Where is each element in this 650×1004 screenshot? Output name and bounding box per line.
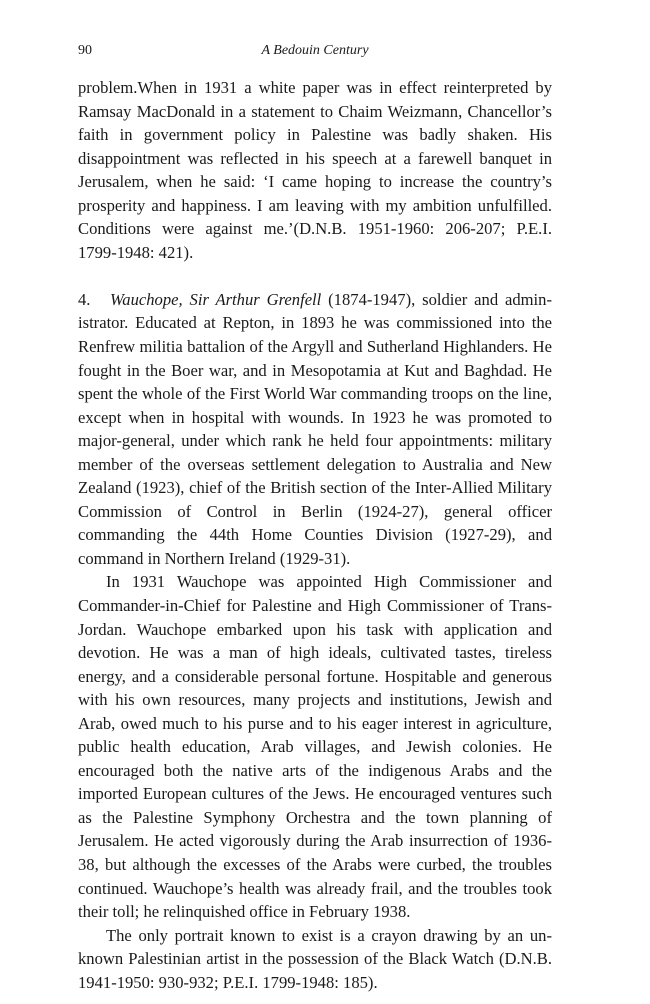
page-number: 90 xyxy=(78,43,92,58)
entry-wauchope xyxy=(78,288,552,571)
book-page xyxy=(78,38,552,994)
body-text xyxy=(78,76,552,994)
paragraph-chancellor-conclusion: problem.When in 1931 a white paper was in effect reinterpreted by Ramsay MacDonald in a statement to Chaim Weizmann, Chancellor’s faith in government policy in Palestine was badly shaken. His disappointment was reflected in his speech at a farewell banquet in Jerusalem, when he said: ‘I came hoping to increase the country’s prosperity and happiness. I am leaving with my ambition unfulfilled. Conditions were against me.’(D.N.B. 1951-1960: 206-207; P.E.I. 1799-1948: 421). xyxy=(78,78,552,262)
entry-name: Wauchope, Sir Arthur Grenfell xyxy=(110,289,322,309)
entry-number: 4. xyxy=(78,289,91,309)
paragraph-high-commissioner: In 1931 Wauchope was appointed High Commissioner and Commander-in-Chief for Palestine and High Commissioner of Trans-Jordan. Wauchope embarked upon his task with application and devotion. He was a man of high ideals, cultivated tastes, tireless energy, and a considerable personal fortune. Hospitable and generous with his own resources, many projects and institutions, Jewish and Arab, owed much to his purse and to his eager interest in agriculture, public health education, Arab villages, and Jewish colonies. He encouraged both the native arts of the indigenous Arabs and the imported European cultures of the Jews. He encouraged ventures such as the Palestine Symphony Orchestra and the town planning of Jerusalem. He acted vigorously during the Arab insurrection of 1936-38, but although the excesses of the Arabs were curbed, the troubles continued. Wauchope’s health was already frail, and the troubles took their toll; he relinquished office in February 1938. xyxy=(78,572,552,922)
entry-text: (1874-1947), soldier and administrator. Educated at Repton, in 1893 he was commissioned into the Renfrew militia battalion of the Argyll and Sutherland Highlanders. He fought in the Boer war, and in Mesopotamia at Kut and Baghdad. He spent the whole of the First World War commanding troops on the line, except when in hospital with wounds. In 1923 he was promoted to major-general, under which rank he held four appointments: military member of the overseas settlement delegation to Australia and New Zealand (1923), chief of the British section of the Inter-Allied Military Commission of Control in Berlin (1924-27), general officer commanding the 44th Home Counties Division (1927-29), and command in Northern Ireland (1929-31). xyxy=(78,289,552,568)
paragraph-gap xyxy=(78,264,552,288)
running-head xyxy=(78,38,552,64)
paragraph-portrait: The only portrait known to exist is a crayon drawing by an unknown Palestinian artist in the possession of the Black Watch (D.N.B. 1941-1950: 930-932; P.E.I. 1799-1948: 185). xyxy=(78,925,552,992)
book-title: A Bedouin Century xyxy=(261,43,369,58)
